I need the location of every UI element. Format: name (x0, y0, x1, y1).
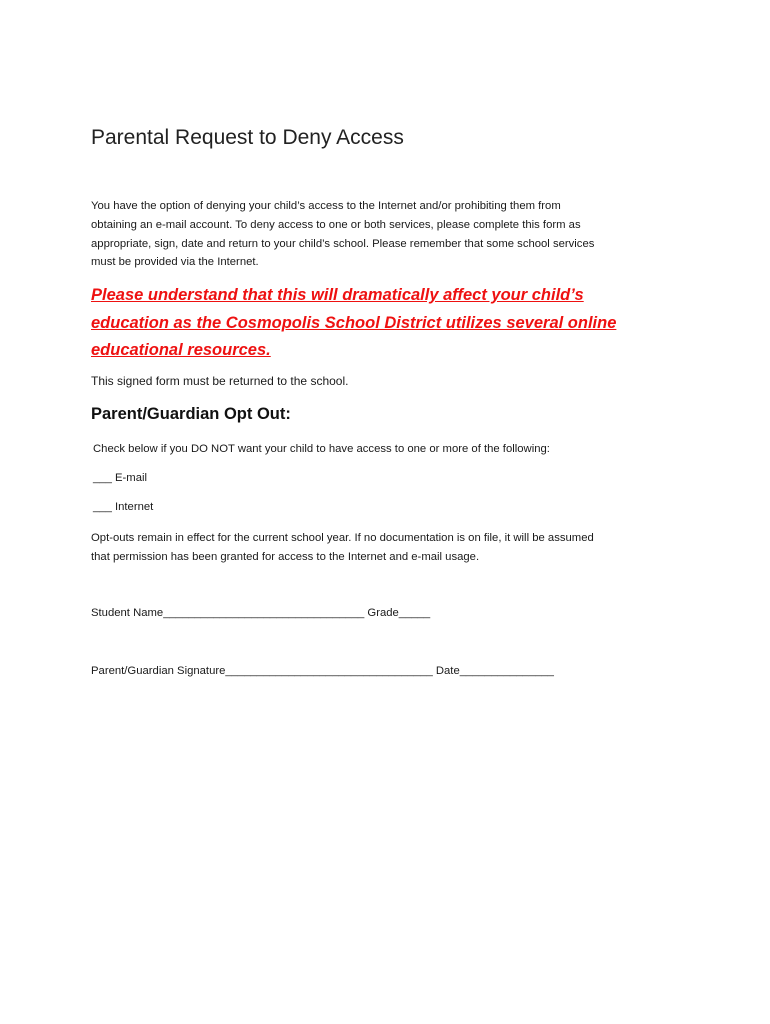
intro-line: obtaining an e-mail account. To deny access to one or both services, please complete this form as (91, 218, 581, 231)
warning-line: educational resources. (91, 341, 271, 359)
intro-line: must be provided via the Internet. (91, 256, 259, 269)
check-below-instruction: Check below if you DO NOT want your child to have access to one or more of the following: (93, 443, 550, 455)
warning-line: education as the Cosmopolis School District utilizes several online (91, 313, 617, 332)
intro-line: appropriate, sign, date and return to your child’s school. Please remember that some school services (91, 237, 595, 250)
intro-line: You have the option of denying your child’s access to the Internet and/or prohibiting them from (91, 200, 561, 212)
student-name-grade-field[interactable]: Student Name________________________________ Grade_____ (91, 607, 431, 619)
email-opt-out-option[interactable]: ___ E-mail (93, 472, 147, 484)
opt-out-policy-paragraph (91, 529, 691, 567)
policy-line: Opt-outs remain in effect for the current school year. If no documentation is on file, it will be assumed (91, 532, 594, 544)
internet-opt-out-option[interactable]: ___ Internet (93, 501, 154, 513)
warning-line: Please understand that this will dramatically affect your child’s (91, 286, 584, 304)
signature-date-field[interactable]: Parent/Guardian Signature_________________________________ Date_______________ (91, 665, 554, 677)
return-instruction: This signed form must be returned to the school. (91, 374, 349, 388)
opt-out-heading: Parent/Guardian Opt Out: (91, 405, 291, 423)
intro-paragraph (91, 197, 691, 272)
document-title: Parental Request to Deny Access (91, 126, 404, 149)
warning-notice (91, 282, 691, 365)
policy-line: that permission has been granted for access to the Internet and e-mail usage. (91, 551, 480, 563)
